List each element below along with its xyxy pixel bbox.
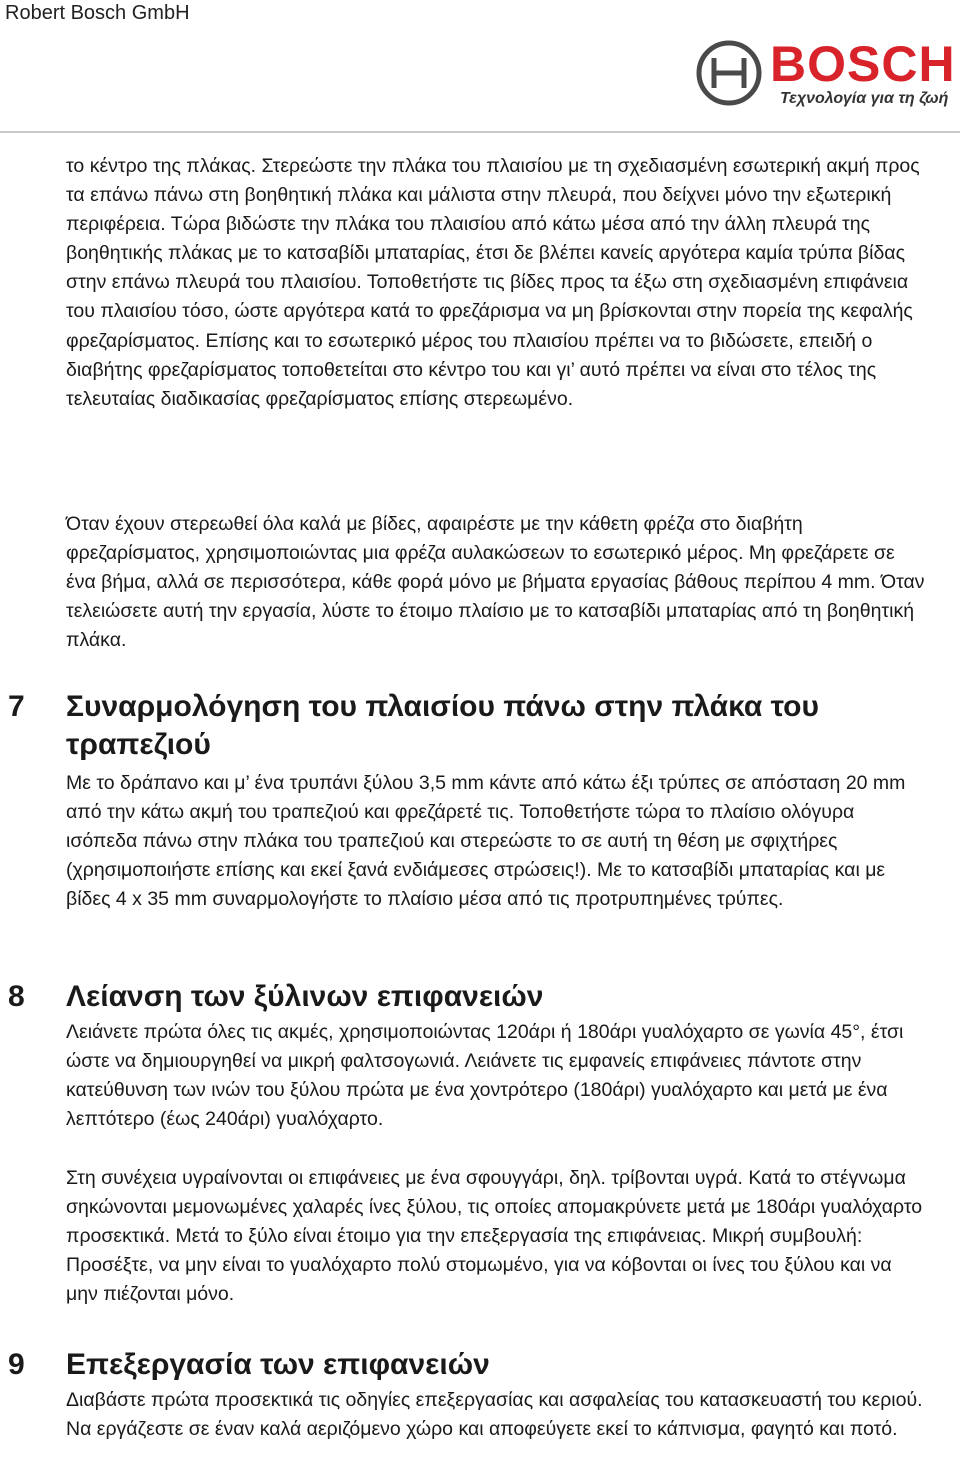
section-7-paragraph: Με το δράπανο και μ’ ένα τρυπάνι ξύλου 3,5 mm κάντε από κάτω έξι τρύπες σε απόσταση 20 mm από την κάτω ακμή του τραπεζιού και φρεζάρετέ τις. Τοποθετήστε τώρα το πλαίσιο ολόγυρα ισόπεδα πάνω στην πλάκα του τραπεζιού και στερεώστε το σε αυτή τη θέση με σφιχτήρες (χρησιμοποιήστε επίσης και εκεί ξανά ενδιάμεσες στρώσεις!). Με το κατσαβίδι μπαταρίας και με βίδες 4 x 35 mm συναρμολογήστε το πλαίσιο μέσα από τις προτρυπημένες τρύπες.	[66, 772, 906, 911]
header-divider	[0, 131, 960, 133]
intro-paragraph-1: το κέντρο της πλάκας. Στερεώστε την πλάκα του πλαισίου με τη σχεδιασμένη εσωτερική ακμή προς τα επάνω πάνω στη βοηθητική πλάκα και μάλιστα στην πλευρά, που δείχνει μόνο την εξωτερική περιφέρεια. Τώρα βιδώστε την πλάκα του πλαισίου από κάτω μέσα από την άλλη πλευρά της βοηθητικής πλάκας με το κατσαβίδι μπαταρίας, έτσι δε βλέπει κανείς αργότερα καμία τρύπα βίδας στην επάνω πλευρά του πλαισίου. Τοποθετήστε τις βίδες προς τα έξω στη σχεδιασμένη επιφάνεια του πλαισίου τόσο, ώστε αργότερα κατά το φρεζάρισμα να μη βρίσκονται στην πορεία της κεφαλής φρεζαρίσματος. Επίσης και το εσωτερικό μέρος του πλαισίου πρέπει να το βιδώσετε, επειδή ο διαβήτης φρεζαρίσματος τοποθετείται στο κέντρο του και γι’ αυτό πρέπει να είναι στο τέλος της τελευταίας διαδικασίας φρεζαρίσματος επίσης στερεωμένο.	[66, 155, 920, 410]
bosch-armature-icon	[694, 38, 764, 108]
section-8-paragraph-1: Λειάνετε πρώτα όλες τις ακμές, χρησιμοποιώντας 120άρι ή 180άρι γυαλόχαρτο σε γωνία 45°, έτσι ώστε να δημιουργηθεί να μικρή φαλτσογωνιά. Λειάνετε τις εμφανείς επιφάνειες πάντοτε στην κατεύθυνση των ινών του ξύλου πρώτα με ένα χοντρότερο (180άρι) γυαλόχαρτο και μετά με ένα λεπτότερο (έως 240άρι) γυαλόχαρτο.	[66, 1021, 904, 1131]
logo-wordmark: BOSCH	[770, 36, 956, 92]
intro-paragraph-2: Όταν έχουν στερεωθεί όλα καλά με βίδες, αφαιρέστε με την κάθετη φρέζα στο διαβήτη φρεζαρίσματος, χρησιμοποιώντας μια φρέζα αυλακώσεων το εσωτερικό μέρος. Μη φρεζάρετε σε ένα βήμα, αλλά σε περισσότερα, κάθε φορά μόνο με βήματα εργασίας βάθους περίπου 4 mm. Όταν τελειώσετε αυτή την εργασία, λύστε το έτοιμο πλαίσιο με το κατσαβίδι μπαταρίας από τη βοηθητική πλάκα.	[66, 513, 925, 652]
logo-tagline: Τεχνολογία για τη ζωή	[780, 90, 949, 107]
bosch-logo	[694, 36, 956, 114]
section-9-paragraph: Διαβάστε πρώτα προσεκτικά τις οδηγίες επεξεργασίας και ασφαλείας του κατασκευαστή του κεριού. Να εργάζεστε σε έναν καλά αεριζόμενο χώρο και αποφεύγετε εκεί το κάπνισμα, φαγητό και ποτό.	[66, 1389, 923, 1441]
section-8-title: Λείανση των ξύλινων επιφανειών	[66, 980, 544, 1013]
section-7-number: 7	[8, 690, 25, 723]
section-7-title: Συναρμολόγηση του πλαισίου πάνω στην πλάκα του τραπεζιού	[66, 690, 819, 761]
section-8-paragraph-2: Στη συνέχεια υγραίνονται οι επιφάνειες με ένα σφουγγάρι, δηλ. τρίβονται υγρά. Κατά το στέγνωμα σηκώνονται μεμονωμένες χαλαρές ίνες ξύλου, τις οποίες απομακρύνετε μετά με 180άρι γυαλόχαρτο προσεκτικά. Μετά το ξύλο είναι έτοιμο για την επεξεργασία της επιφάνειας. Μικρή συμβουλή: Προσέξτε, να μην είναι το γυαλόχαρτο πολύ στομωμένο, για να κόβονται οι ίνες του ξύλου και να μην πιέζονται μόνο.	[66, 1167, 923, 1306]
section-9-number: 9	[8, 1348, 25, 1381]
section-9-title: Επεξεργασία των επιφανειών	[66, 1348, 490, 1381]
section-8-number: 8	[8, 980, 25, 1013]
page-header	[0, 0, 960, 132]
company-name: Robert Bosch GmbH	[5, 2, 190, 24]
